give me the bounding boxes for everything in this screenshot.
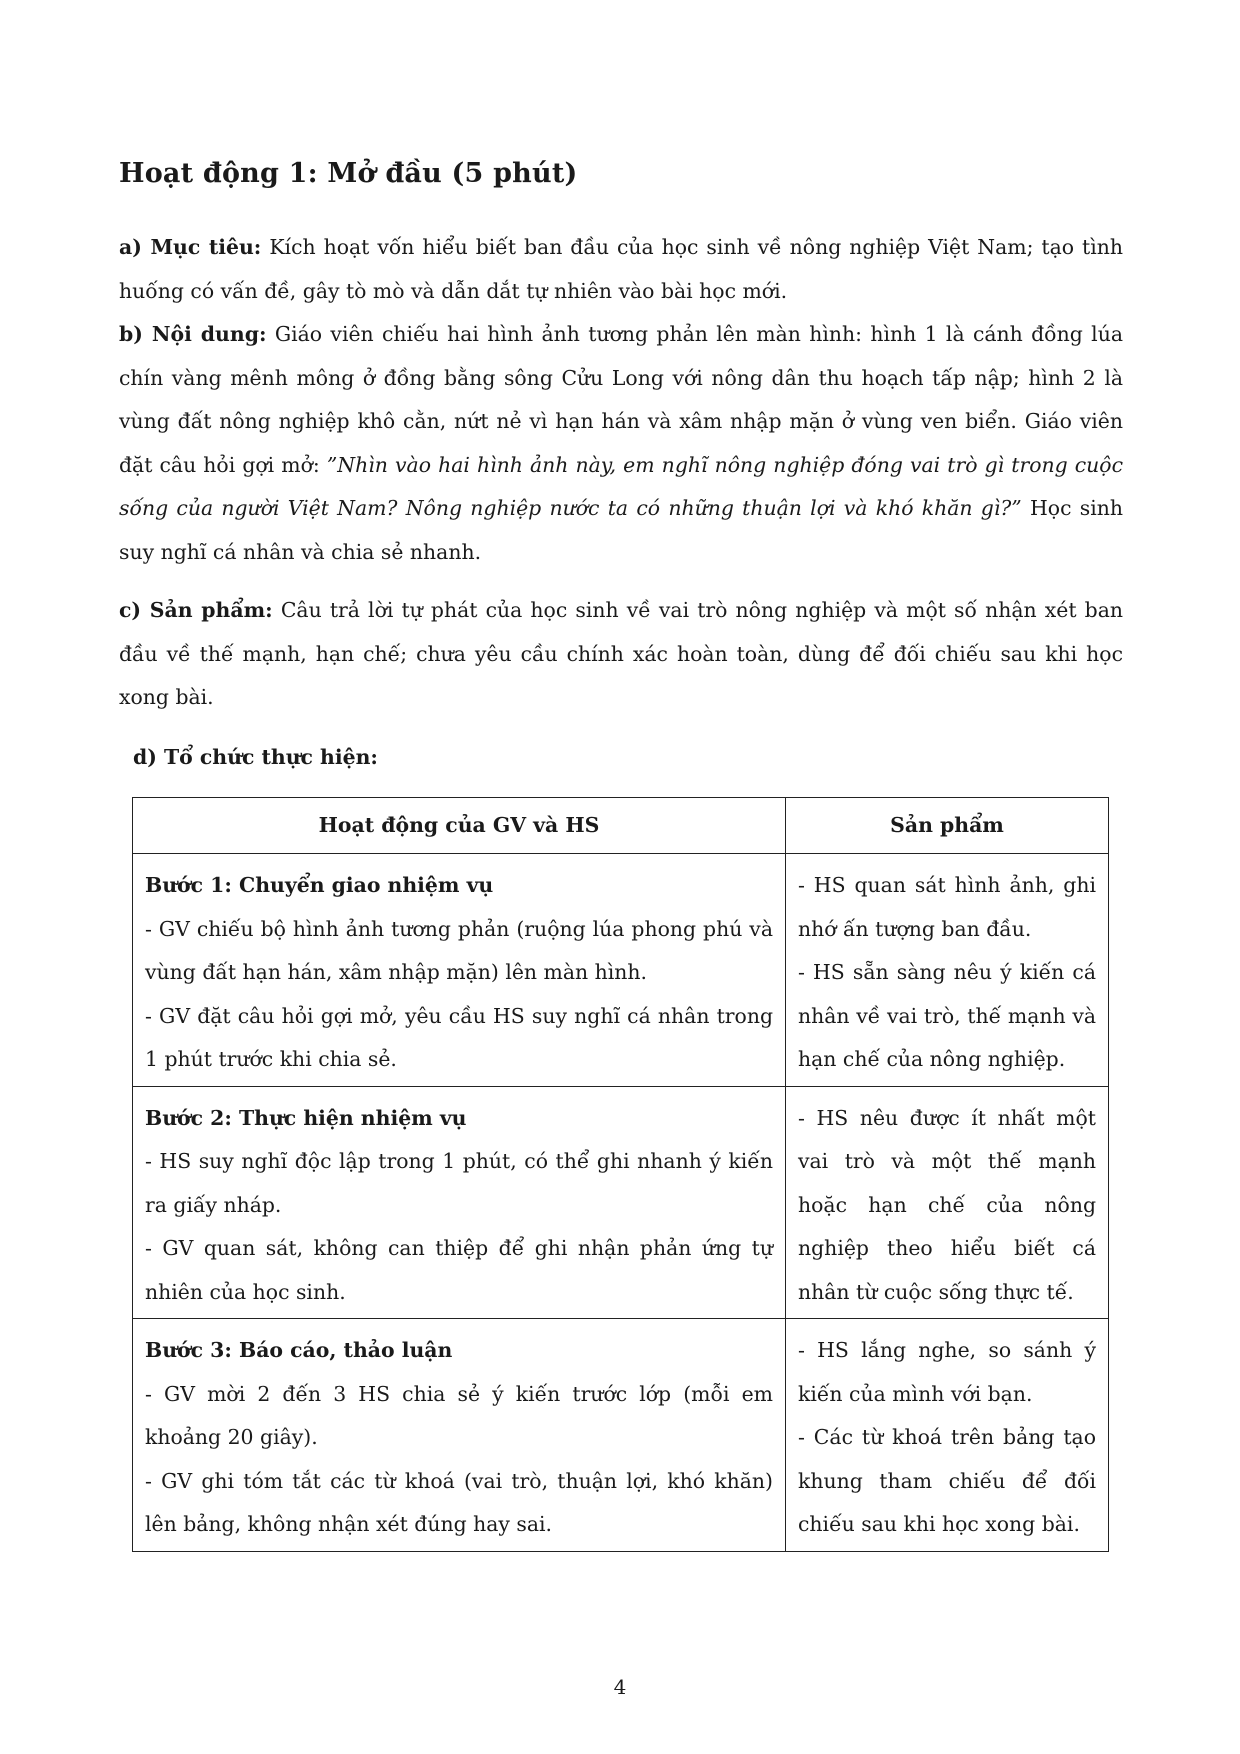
product-item: - HS sẵn sàng nêu ý kiến cá nhân về vai trò, thế mạnh và hạn chế của nông nghiệp. bbox=[798, 960, 1096, 1071]
objective-label: a) Mục tiêu: bbox=[119, 235, 262, 259]
step-title: Bước 2: Thực hiện nhiệm vụ bbox=[145, 1105, 467, 1130]
product-item: - HS nêu được ít nhất một vai trò và một thế mạnh hoặc hạn chế của nông nghiệp theo hiểu biết cá nhân từ cuộc sống thực tế. bbox=[798, 1105, 1096, 1304]
product-text: Câu trả lời tự phát của học sinh về vai trò nông nghiệp và một số nhận xét ban đầu về thế mạnh, hạn chế; chưa yêu cầu chính xác hoàn toàn, dùng để đối chiếu sau khi học xong bài. bbox=[119, 598, 1124, 709]
organization-table bbox=[132, 797, 1109, 1552]
activity-item: - GV chiếu bộ hình ảnh tương phản (ruộng lúa phong phú và vùng đất hạn hán, xâm nhập mặn) lên màn hình. bbox=[145, 916, 773, 984]
table-row bbox=[133, 854, 1109, 1087]
activity-item: - GV quan sát, không can thiệp để ghi nhận phản ứng tự nhiên của học sinh. bbox=[145, 1236, 773, 1304]
products-cell bbox=[786, 1086, 1109, 1319]
activities-cell bbox=[133, 1086, 786, 1319]
section-heading: Hoạt động 1: Mở đầu (5 phút) bbox=[119, 158, 578, 189]
products-cell bbox=[786, 854, 1109, 1087]
product-paragraph bbox=[119, 589, 1123, 720]
step-title: Bước 3: Báo cáo, thảo luận bbox=[145, 1338, 453, 1362]
step-title: Bước 1: Chuyển giao nhiệm vụ bbox=[145, 873, 494, 897]
content-paragraph bbox=[119, 313, 1123, 574]
objective-paragraph bbox=[119, 226, 1123, 313]
table-row bbox=[133, 1319, 1109, 1552]
product-item: - HS lắng nghe, so sánh ý kiến của mình với bạn. bbox=[798, 1338, 1096, 1406]
objective-text: Kích hoạt vốn hiểu biết ban đầu của học sinh về nông nghiệp Việt Nam; tạo tình huống có vấn đề, gây tò mò và dẫn dắt tự nhiên vào bài học mới. bbox=[119, 235, 1124, 303]
content-label: b) Nội dung: bbox=[119, 322, 267, 346]
content-text: Giáo viên chiếu hai hình ảnh tương phản lên màn hình: hình 1 là cánh đồng lúa chín vàng mênh mông ở đồng bằng sông Cửu Long với nông dân thu hoạch tấp nập; hình 2 là vùng đất nông nghiệp khô cằn, nứt nẻ vì hạn hán và xâm nhập mặn ở vùng ven biển. Giáo viên đặt câu hỏi gợi mở: bbox=[119, 322, 1123, 477]
header-products: Sản phẩm bbox=[786, 798, 1109, 854]
content-text-after: Học sinh suy nghĩ cá nhân và chia sẻ nhanh. bbox=[119, 496, 1124, 564]
product-item: - Các từ khoá trên bảng tạo khung tham chiếu để đối chiếu sau khi học xong bài. bbox=[798, 1425, 1096, 1536]
activity-item: - GV đặt câu hỏi gợi mở, yêu cầu HS suy nghĩ cá nhân trong 1 phút trước khi chia sẻ. bbox=[145, 1003, 773, 1071]
activities-cell bbox=[133, 854, 786, 1087]
products-cell bbox=[786, 1319, 1109, 1552]
activity-item: - GV mời 2 đến 3 HS chia sẻ ý kiến trước lớp (mỗi em khoảng 20 giây). bbox=[145, 1381, 773, 1449]
content-quote: ”Nhìn vào hai hình ảnh này, em nghĩ nông nghiệp đóng vai trò gì trong cuộc sống của người Việt Nam? Nông nghiệp nước ta có những thuận lợi và khó khăn gì?” bbox=[119, 452, 1123, 520]
table-header-row bbox=[133, 798, 1109, 854]
activity-item: - HS suy nghĩ độc lập trong 1 phút, có thể ghi nhanh ý kiến ra giấy nháp. bbox=[145, 1149, 773, 1217]
product-item: - HS quan sát hình ảnh, ghi nhớ ấn tượng ban đầu. bbox=[798, 873, 1096, 941]
activity-item: - GV ghi tóm tắt các từ khoá (vai trò, thuận lợi, khó khăn) lên bảng, không nhận xét đúng hay sai. bbox=[145, 1468, 773, 1536]
header-activities: Hoạt động của GV và HS bbox=[133, 798, 786, 854]
product-label: c) Sản phẩm: bbox=[119, 598, 273, 622]
organization-heading: d) Tổ chức thực hiện: bbox=[133, 745, 378, 769]
table-row bbox=[133, 1086, 1109, 1319]
activities-cell bbox=[133, 1319, 786, 1552]
page-number: 4 bbox=[613, 1675, 627, 1699]
